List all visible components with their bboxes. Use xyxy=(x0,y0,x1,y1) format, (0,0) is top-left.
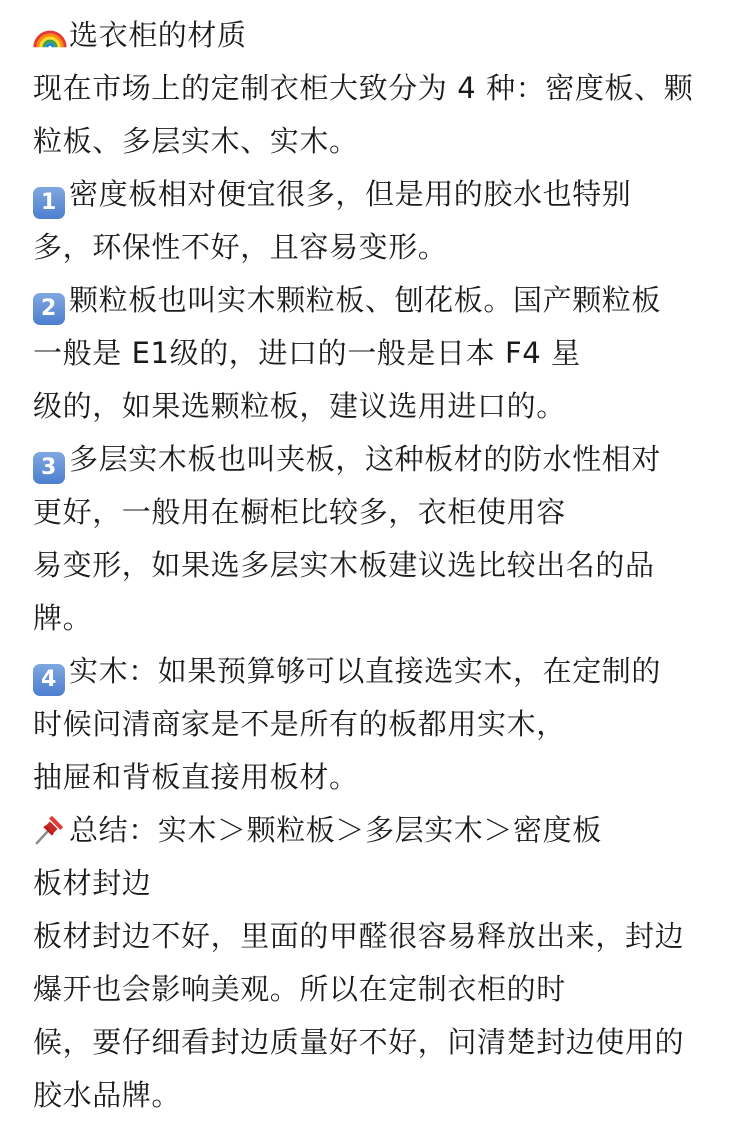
number-3-icon: 3 xyxy=(33,452,65,484)
item-3-line-4: 牌。 xyxy=(33,601,93,635)
item-2-line-1 xyxy=(33,274,733,327)
intro-line-1: 现在市场上的定制衣柜大致分为 4 种：密度板、颗 xyxy=(33,71,694,105)
number-2-icon: 2 xyxy=(33,293,65,325)
item-2-text: 颗粒板也叫实木颗粒板、刨花板。国产颗粒板 xyxy=(69,283,662,317)
rainbow-icon xyxy=(33,17,67,51)
section2-title: 板材封边 xyxy=(33,866,152,900)
item-4-text: 实木：如果预算够可以直接选实木，在定制的 xyxy=(69,654,662,688)
item-4-line-3: 抽屉和背板直接用板材。 xyxy=(33,760,359,794)
post-title xyxy=(33,9,733,62)
item-3-line-2: 更好，一般用在橱柜比较多，衣柜使用容 xyxy=(33,495,566,529)
item-2-line-3: 级的，如果选颗粒板，建议选用进口的。 xyxy=(33,389,566,423)
item-1-line-1 xyxy=(33,168,733,221)
item-4-line-1 xyxy=(33,645,733,698)
section2-line-2: 爆开也会影响美观。所以在定制衣柜的时 xyxy=(33,972,566,1006)
item-3-line-1 xyxy=(33,433,733,486)
item-3-line-3: 易变形，如果选多层实木板建议选比较出名的品 xyxy=(33,548,655,582)
item-1-line-2: 多，环保性不好，且容易变形。 xyxy=(33,230,448,264)
item-1-text: 密度板相对便宜很多，但是用的胶水也特别 xyxy=(69,177,632,211)
title-text: 选衣柜的材质 xyxy=(69,18,247,52)
item-3-text: 多层实木板也叫夹板，这种板材的防水性相对 xyxy=(69,442,662,476)
item-2-line-2: 一般是 E1级的，进口的一般是日本 F4 星 xyxy=(33,336,581,370)
number-1-icon: 1 xyxy=(33,187,65,219)
section2-line-1: 板材封边不好，里面的甲醛很容易释放出来，封边 xyxy=(33,919,685,953)
summary-text: 总结：实木＞颗粒板＞多层实木＞密度板 xyxy=(69,813,602,847)
post-body xyxy=(33,9,733,1122)
item-4-line-2: 时候问清商家是不是所有的板都用实木， xyxy=(33,707,566,741)
section2-line-3: 候，要仔细看封边质量好不好，问清楚封边使用的 xyxy=(33,1025,685,1059)
pushpin-icon xyxy=(33,812,67,846)
number-4-icon: 4 xyxy=(33,664,65,696)
summary-line xyxy=(33,804,733,857)
section2-line-4: 胶水品牌。 xyxy=(33,1078,182,1112)
intro-line-2: 粒板、多层实木、实木。 xyxy=(33,124,359,158)
